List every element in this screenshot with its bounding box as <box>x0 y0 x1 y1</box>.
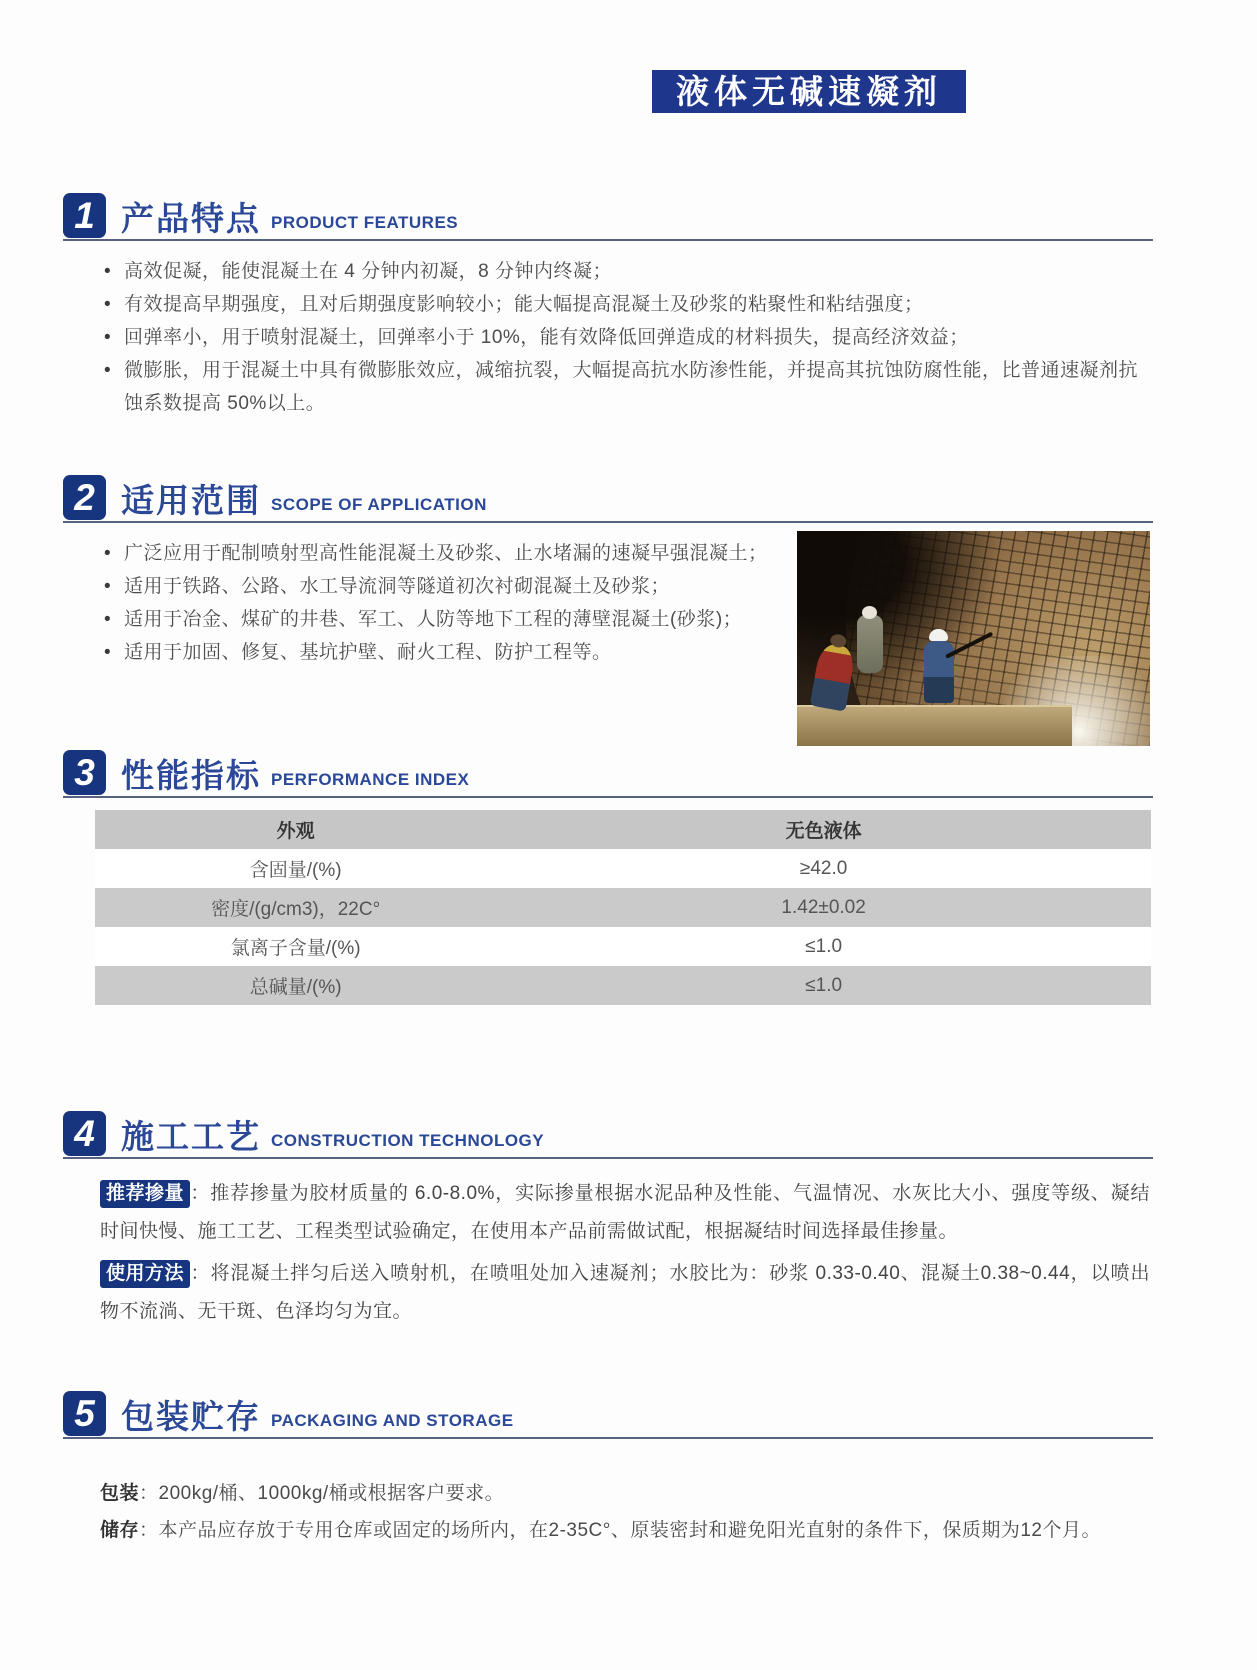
section-1-title-zh: 产品特点 <box>121 200 261 237</box>
section-3-header <box>63 750 1153 798</box>
table-cell-label: 密度/(g/cm3)，22C° <box>211 899 381 920</box>
section-4-title-en: CONSTRUCTION TECHNOLOGY <box>271 1131 545 1150</box>
worker-camo <box>857 615 883 673</box>
table-cell-label: 含固量/(%) <box>249 860 342 881</box>
list-item: • 适用于铁路、公路、水工导流洞等隧道初次衬砌混凝土及砂浆； <box>100 570 789 603</box>
section-5-header <box>63 1391 1153 1439</box>
tunnel-construction-photo <box>797 531 1150 746</box>
usage-tag: 使用方法 <box>100 1260 190 1288</box>
scope-of-application-list <box>100 531 789 746</box>
construction-technology-body <box>100 1175 1150 1331</box>
section-5-title-en: PACKAGING AND STORAGE <box>271 1411 514 1430</box>
table-cell-value: ≥42.0 <box>799 857 848 879</box>
table-row <box>95 966 1151 1005</box>
packaging-label: 包装 <box>100 1483 140 1504</box>
section-3-title-zh: 性能指标 <box>121 757 261 794</box>
section-4-header <box>63 1111 1153 1159</box>
worker-blue-spraying <box>924 641 954 703</box>
product-features-list <box>100 255 1150 420</box>
list-item: • 适用于加固、修复、基坑护壁、耐火工程、防护工程等。 <box>100 636 789 669</box>
table-cell-label: 总碱量/(%) <box>249 977 342 998</box>
paragraph-recommended-dosage <box>100 1175 1150 1251</box>
section-2-number-badge: 2 <box>63 475 106 520</box>
dosage-tag: 推荐掺量 <box>100 1180 190 1208</box>
table-cell-value: 1.42±0.02 <box>781 896 866 918</box>
table-cell-value: 无色液体 <box>785 821 862 842</box>
table-row <box>95 927 1151 966</box>
section-1-number-badge: 1 <box>63 193 106 238</box>
paragraph-text: ：推荐掺量为胶材质量的 6.0-8.0%，实际掺量根据水泥品种及性能、气温情况、水灰比大小、强度等级、凝结时间快慢、施工工艺、工程类型试验确定，在使用本产品前需做试配，根据凝结时间选择最佳掺量。 <box>100 1183 1150 1242</box>
wooden-platform <box>797 705 1072 746</box>
packaging-text: ：200kg/桶、1000kg/桶或根据客户要求。 <box>139 1483 505 1504</box>
list-item: • 微膨胀，用于混凝土中具有微膨胀效应，减缩抗裂，大幅提高抗水防渗性能，并提高其抗蚀防腐性能，比普通速凝剂抗蚀系数提高 50%以上。 <box>100 354 1150 420</box>
table-row <box>95 810 1151 849</box>
section-4-title-zh: 施工工艺 <box>121 1118 261 1155</box>
table-cell-value: ≤1.0 <box>805 935 843 957</box>
section-2-title-en: SCOPE OF APPLICATION <box>271 495 487 514</box>
section-3-title-en: PERFORMANCE INDEX <box>271 770 470 789</box>
table-cell-label: 外观 <box>276 821 315 842</box>
storage-text: ：本产品应存放于专用仓库或固定的场所内，在2-35C°、原装密封和避免阳光直射的条件下，保质期为12个月。 <box>139 1520 1101 1541</box>
section-4-number-badge: 4 <box>63 1111 106 1156</box>
performance-index-table <box>95 810 1151 1005</box>
list-item: • 广泛应用于配制喷射型高性能混凝土及砂浆、止水堵漏的速凝早强混凝土； <box>100 537 789 570</box>
list-item: • 适用于冶金、煤矿的井巷、军工、人防等地下工程的薄壁混凝土(砂浆)； <box>100 603 789 636</box>
table-row <box>95 888 1151 927</box>
table-row <box>95 849 1151 888</box>
paragraph-usage-method <box>100 1255 1150 1331</box>
section-3-number-badge: 3 <box>63 750 106 795</box>
storage-line <box>100 1512 1150 1549</box>
section-2-header <box>63 475 1153 523</box>
packaging-line <box>100 1475 1150 1512</box>
paragraph-text: ：将混凝土拌匀后送入喷射机，在喷咀处加入速凝剂；水胶比为：砂浆 0.33-0.40、混凝土0.38~0.44，以喷出物不流淌、无干斑、色泽均匀为宜。 <box>100 1263 1150 1322</box>
list-item: • 有效提高早期强度，且对后期强度影响较小；能大幅提高混凝土及砂浆的粘聚性和粘结强度； <box>100 288 1150 321</box>
storage-label: 储存 <box>100 1520 140 1541</box>
section-5-number-badge: 5 <box>63 1391 106 1436</box>
table-cell-value: ≤1.0 <box>805 974 843 996</box>
list-item: • 回弹率小，用于喷射混凝土，回弹率小于 10%，能有效降低回弹造成的材料损失，提高经济效益； <box>100 321 1150 354</box>
section-2-title-zh: 适用范围 <box>121 482 261 519</box>
packaging-storage-body <box>100 1475 1150 1549</box>
list-item: • 高效促凝，能使混凝土在 4 分钟内初凝，8 分钟内终凝； <box>100 255 1150 288</box>
section-1-title-en: PRODUCT FEATURES <box>271 213 459 232</box>
section-5-title-zh: 包装贮存 <box>121 1398 261 1435</box>
section-1-header <box>63 193 1153 241</box>
page-title-banner: 液体无碱速凝剂 <box>652 70 966 113</box>
table-cell-label: 氯离子含量/(%) <box>230 938 361 959</box>
